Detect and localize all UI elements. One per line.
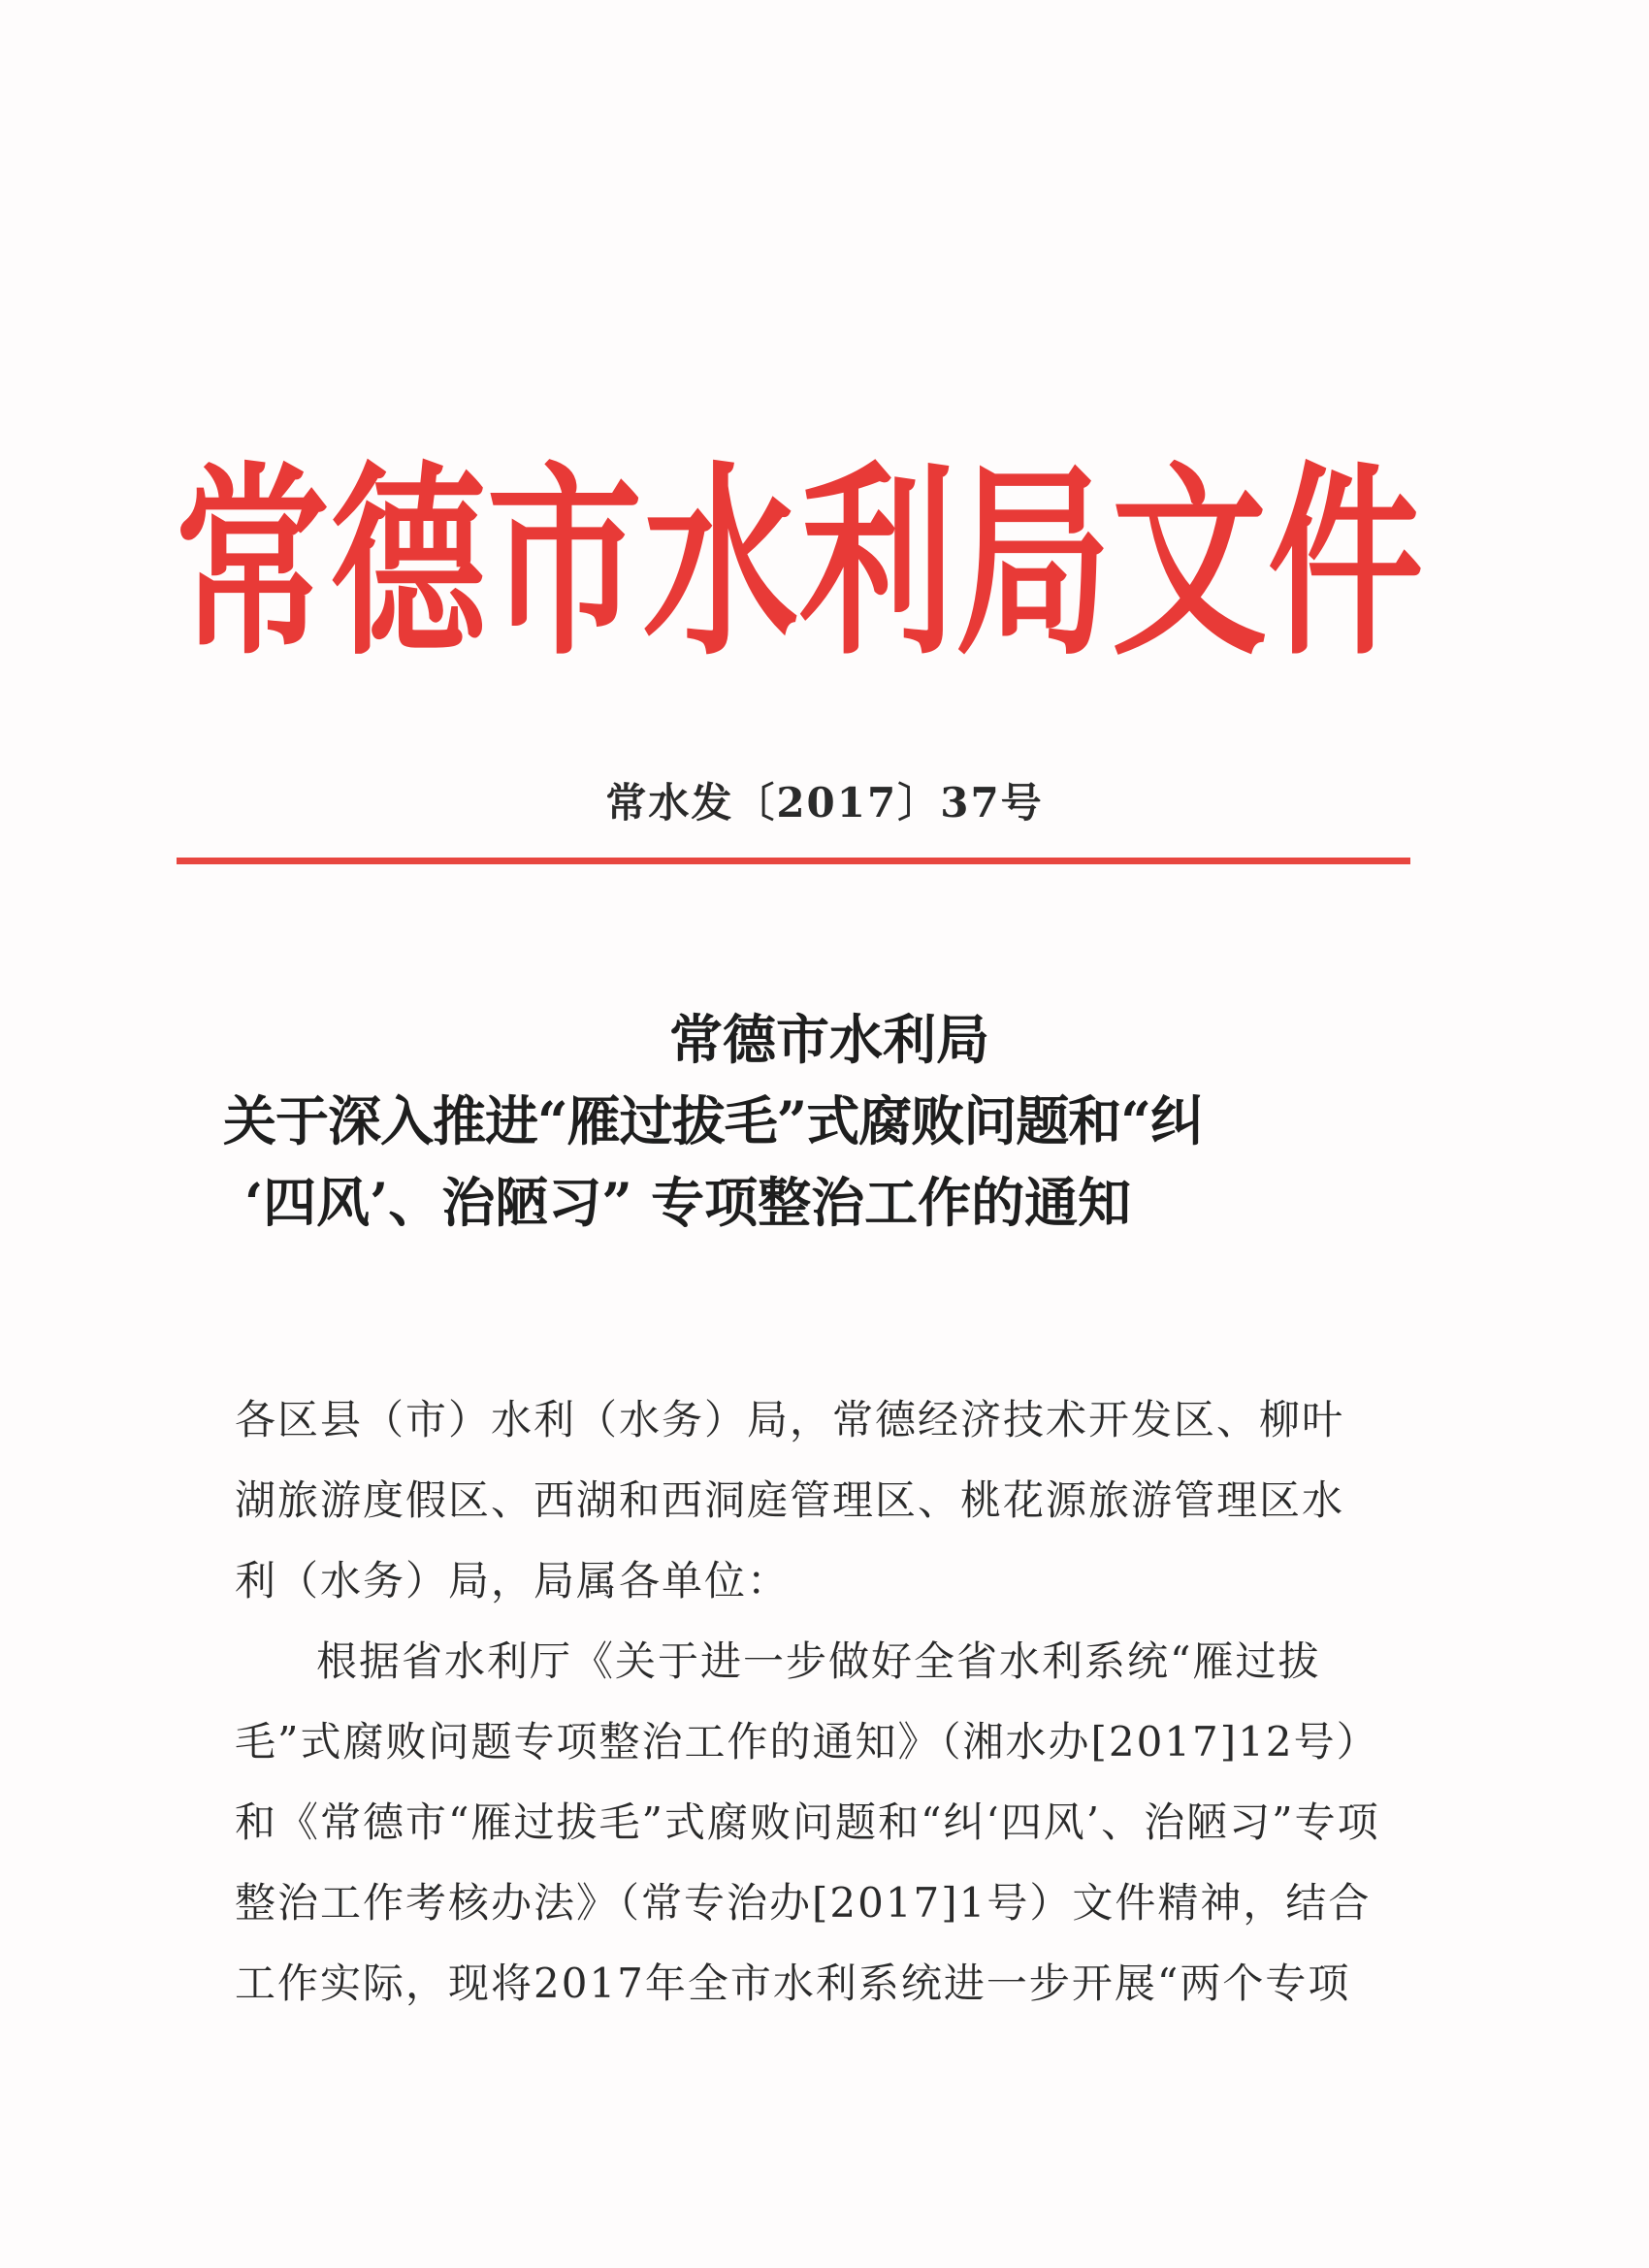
body-line-paragraph-5: 工作实际，现将2017年全市水利系统进一步开展“两个专项 xyxy=(235,1960,1351,2007)
notice-title-line-2: 关于深入推进“雁过拔毛”式腐败问题和“纠 xyxy=(223,1089,1203,1152)
notice-title xyxy=(223,999,1426,1244)
document-number: 常水发〔2017〕37号 xyxy=(605,779,1044,826)
red-divider-line xyxy=(177,858,1410,864)
notice-title-line-3: ‘四风’、治陋习” 专项整治工作的通知 xyxy=(244,1171,1132,1234)
body-line-paragraph-2: 毛”式腐败问题专项整治工作的通知》（湘水办[2017]12号） xyxy=(235,1718,1379,1766)
notice-title-line-1: 常德市水利局 xyxy=(668,1008,989,1071)
body-line-paragraph-3: 和《常德市“雁过拔毛”式腐败问题和“纠‘四风’、治陋习”专项 xyxy=(235,1798,1380,1846)
notice-body xyxy=(235,1379,1380,2024)
body-line-recipients-2: 湖旅游度假区、西湖和西洞庭管理区、桃花源旅游管理区水 xyxy=(235,1476,1345,1524)
body-line-recipients-1: 各区县（市）水利（水务）局，常德经济技术开发区、柳叶 xyxy=(235,1396,1345,1443)
body-line-paragraph-1: 根据省水利厅《关于进一步做好全省水利系统“雁过拔 xyxy=(316,1637,1321,1685)
body-line-recipients-3: 利（水务）局，局属各单位： xyxy=(235,1557,791,1604)
document-header-title: 常德市水利局文件 xyxy=(175,441,1425,684)
body-line-paragraph-4: 整治工作考核办法》（常专治办[2017]1号）文件精神，结合 xyxy=(235,1879,1372,1927)
